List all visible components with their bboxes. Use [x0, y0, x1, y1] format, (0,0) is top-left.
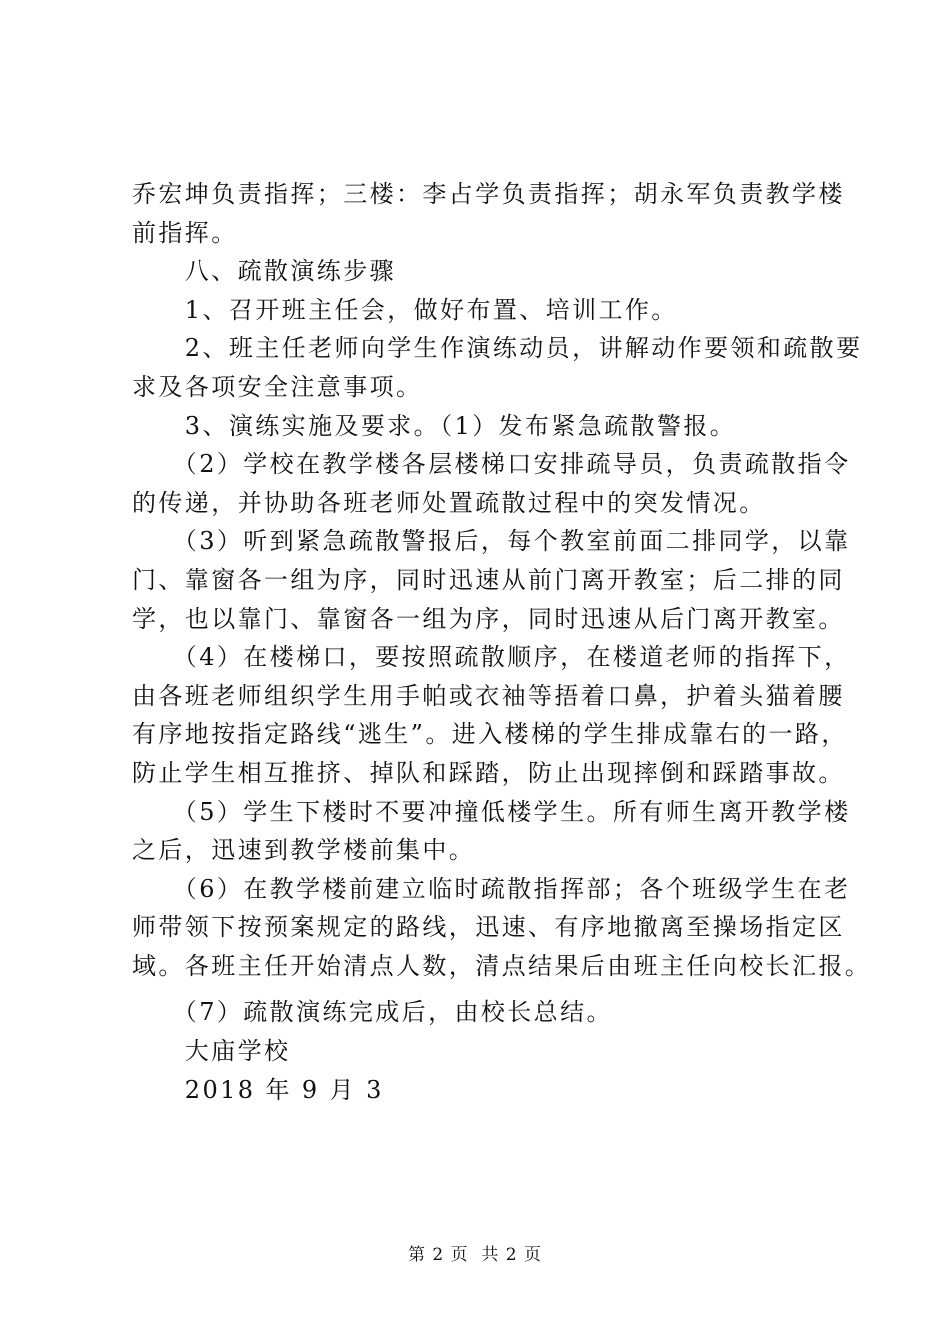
signature-school: 大庙学校 [132, 1037, 291, 1066]
text-line: 3、演练实施及要求。（1）发布紧急疏散警报。 [132, 411, 737, 440]
text-line: 前指挥。 [132, 218, 238, 247]
closing-line: （7）疏散演练完成后，由校长总结。 [132, 998, 613, 1027]
text-line: 之后，迅速到教学楼前集中。 [132, 836, 476, 865]
text-line: 防止学生相互推挤、掉队和踩踏，防止出现摔倒和踩踏事故。 [132, 758, 845, 787]
text-line: 门、靠窗各一组为序，同时迅速从前门离开教室；后二排的同 [132, 565, 845, 594]
text-line: （5）学生下楼时不要冲撞低楼学生。所有师生离开教学楼 [132, 797, 851, 826]
text-line: 2、班主任老师向学生作演练动员，讲解动作要领和疏散要 [132, 334, 863, 363]
text-line: 乔宏坤负责指挥；三楼：李占学负责指挥；胡永军负责教学楼 [132, 180, 845, 208]
text-line: （2）学校在教学楼各层楼梯口安排疏导员，负责疏散指令 [132, 450, 851, 479]
text-line: 学，也以靠门、靠窗各一组为序，同时迅速从后门离开教室。 [132, 604, 845, 633]
text-line: 师带领下按预案规定的路线，迅速、有序地撤离至操场指定区 [132, 913, 845, 942]
page-number-footer: 第 2 页 共 2 页 [407, 1245, 543, 1265]
text-line: 域。各班主任开始清点人数，清点结果后由班主任向校长汇报。 [132, 951, 872, 980]
text-line: （6）在教学楼前建立临时疏散指挥部；各个班级学生在老 [132, 874, 851, 903]
text-line: 由各班老师组织学生用手帕或衣袖等捂着口鼻，护着头猫着腰 [132, 681, 845, 710]
text-line: 的传递，并协助各班老师处置疏散过程中的突发情况。 [132, 488, 766, 517]
text-line: （3）听到紧急疏散警报后，每个教室前面二排同学，以靠 [132, 527, 851, 556]
text-line: （4）在楼梯口，要按照疏散顺序，在楼道老师的指挥下， [132, 643, 851, 672]
text-line: 1、召开班主任会，做好布置、培训工作。 [132, 295, 678, 324]
paragraph-gap [132, 985, 852, 993]
document-body [132, 175, 872, 1109]
text-line: 有序地按指定路线“逃生”。进入楼梯的学生排成靠右的一路， [132, 720, 848, 749]
text-line: 求及各项安全注意事项。 [132, 372, 423, 401]
section-heading: 八、疏散演练步骤 [132, 257, 396, 286]
signature-date: 2018 年 9 月 3 [132, 1075, 384, 1104]
